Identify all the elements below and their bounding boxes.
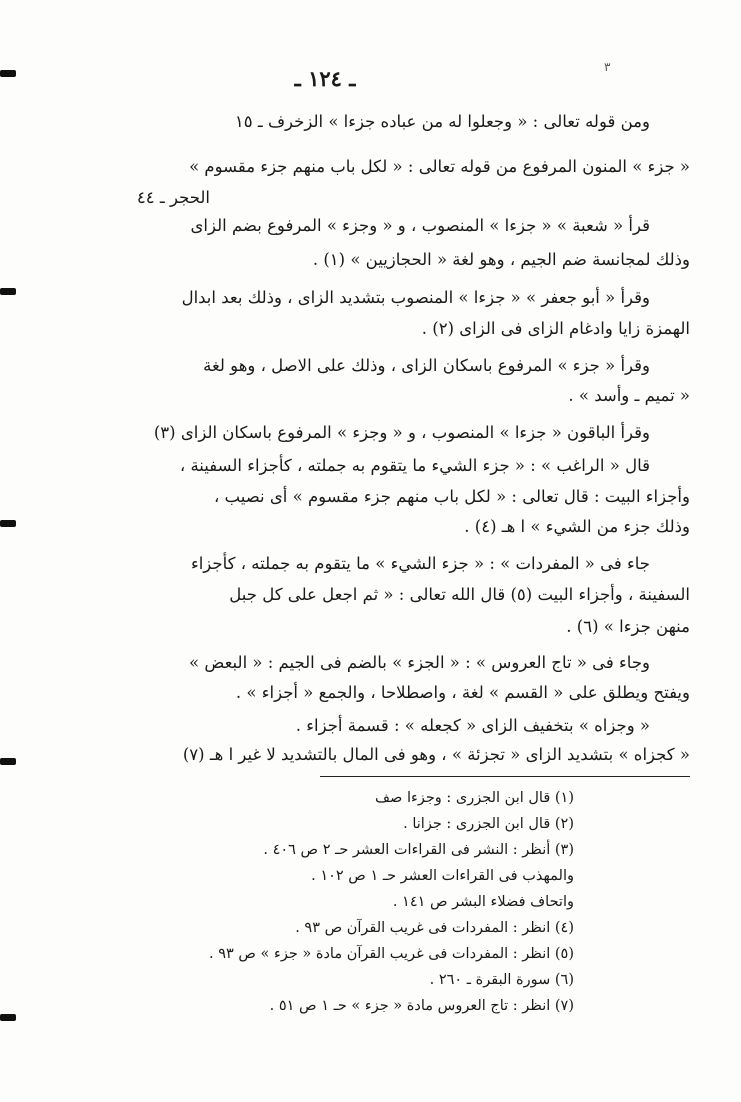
- text-line-11: قال « الراغب » : « جزء الشيء ما يتقوم به جملته ، كأجزاء السفينة ،: [179, 456, 650, 475]
- text-line-13: وذلك جزء من الشيء » ا هـ (٤) .: [464, 517, 690, 536]
- text-line-3: الحجر ـ ٤٤: [136, 188, 210, 207]
- text-line-7: الهمزة زايا وادغام الزاى فى الزاى (٢) .: [421, 319, 690, 338]
- footnote-5: (٥) انظر : المفردات فى غريب القرآن مادة « جزء » ص ٩٣ .: [208, 946, 574, 962]
- text-line-1: ومن قوله تعالى : « وجعلوا له من عباده جزءا » الزخرف ـ ١٥: [234, 112, 650, 131]
- footnote-4: (٤) انظر : المفردات فى غريب القرآن ص ٩٣ .: [295, 920, 574, 936]
- text-line-2: « جزء » المنون المرفوع من قوله تعالى : « لكل باب منهم جزء مقسوم »: [189, 157, 690, 176]
- footnote-6: (٦) سورة البقرة ـ ٢٦٠ .: [429, 972, 574, 988]
- text-line-15: السفينة ، وأجزاء البيت (٥) قال الله تعالى : « ثم اجعل على كل جبل: [229, 585, 690, 604]
- text-line-4: قرأ « شعبة » « جزءا » المنصوب ، و « وجزء » المرفوع بضم الزاى: [190, 216, 650, 235]
- margin-mark-3: [0, 520, 16, 527]
- text-line-10: وقرأ الباقون « جزءا » المنصوب ، و « وجزء » المرفوع باسكان الزاى (٣): [153, 423, 650, 442]
- footnote-2: (٢) قال ابن الجزرى : جزانا .: [403, 816, 574, 832]
- footnote-1: (١) قال ابن الجزرى : وجزءا صف: [375, 790, 574, 806]
- text-line-17: وجاء فى « تاج العروس » : « الجزء » بالضم فى الجيم : « البعض »: [189, 653, 650, 672]
- margin-mark-5: [0, 1014, 16, 1021]
- text-line-5: وذلك لمجانسة ضم الجيم ، وهو لغة « الحجازيين » (١) .: [312, 250, 690, 269]
- margin-mark-2: [0, 288, 16, 295]
- corner-mark: ٣: [604, 60, 611, 74]
- footnote-3-cont-1: والمهذب فى القراءات العشر حـ ١ ص ١٠٢ .: [311, 868, 574, 884]
- text-line-9: « تميم ـ وأسد » .: [568, 386, 690, 405]
- text-line-16: منهن جزءا » (٦) .: [566, 617, 690, 636]
- text-line-18: ويفتح ويطلق على « القسم » لغة ، واصطلاحا ، والجمع « أجزاء » .: [235, 683, 690, 702]
- text-line-19: « وجزاه » بتخفيف الزاى « كجعله » : قسمة أجزاء .: [295, 716, 650, 735]
- footnote-7: (٧) انظر : تاج العروس مادة « جزء » حـ ١ ص ٥١ .: [269, 998, 574, 1014]
- text-line-12: وأجزاء البيت : قال تعالى : « لكل باب منهم جزء مقسوم » أى نصيب ،: [213, 487, 690, 506]
- text-line-14: جاء فى « المفردات » : « جزء الشيء » ما يتقوم به جملته ، كأجزاء: [190, 554, 650, 573]
- footnote-3: (٣) أنظر : النشر فى القراءات العشر حـ ٢ ص ٤٠٦ .: [263, 842, 574, 858]
- text-line-6: وقرأ « أبو جعفر » « جزءا » المنصوب بتشديد الزاى ، وذلك بعد ابدال: [181, 288, 650, 307]
- text-line-20: « كجزاه » بتشديد الزاى « تجزئة » ، وهو فى المال بالتشديد لا غير ا هـ (٧): [182, 745, 690, 764]
- text-line-8: وقرأ « جزء » المرفوع باسكان الزاى ، وذلك على الاصل ، وهو لغة: [203, 356, 650, 375]
- page-number: ـ ١٢٤ ـ: [294, 66, 356, 91]
- footnote-3-cont-2: واتحاف فضلاء البشر ص ١٤١ .: [392, 894, 574, 910]
- footnote-divider: [320, 776, 690, 777]
- margin-mark-4: [0, 758, 16, 765]
